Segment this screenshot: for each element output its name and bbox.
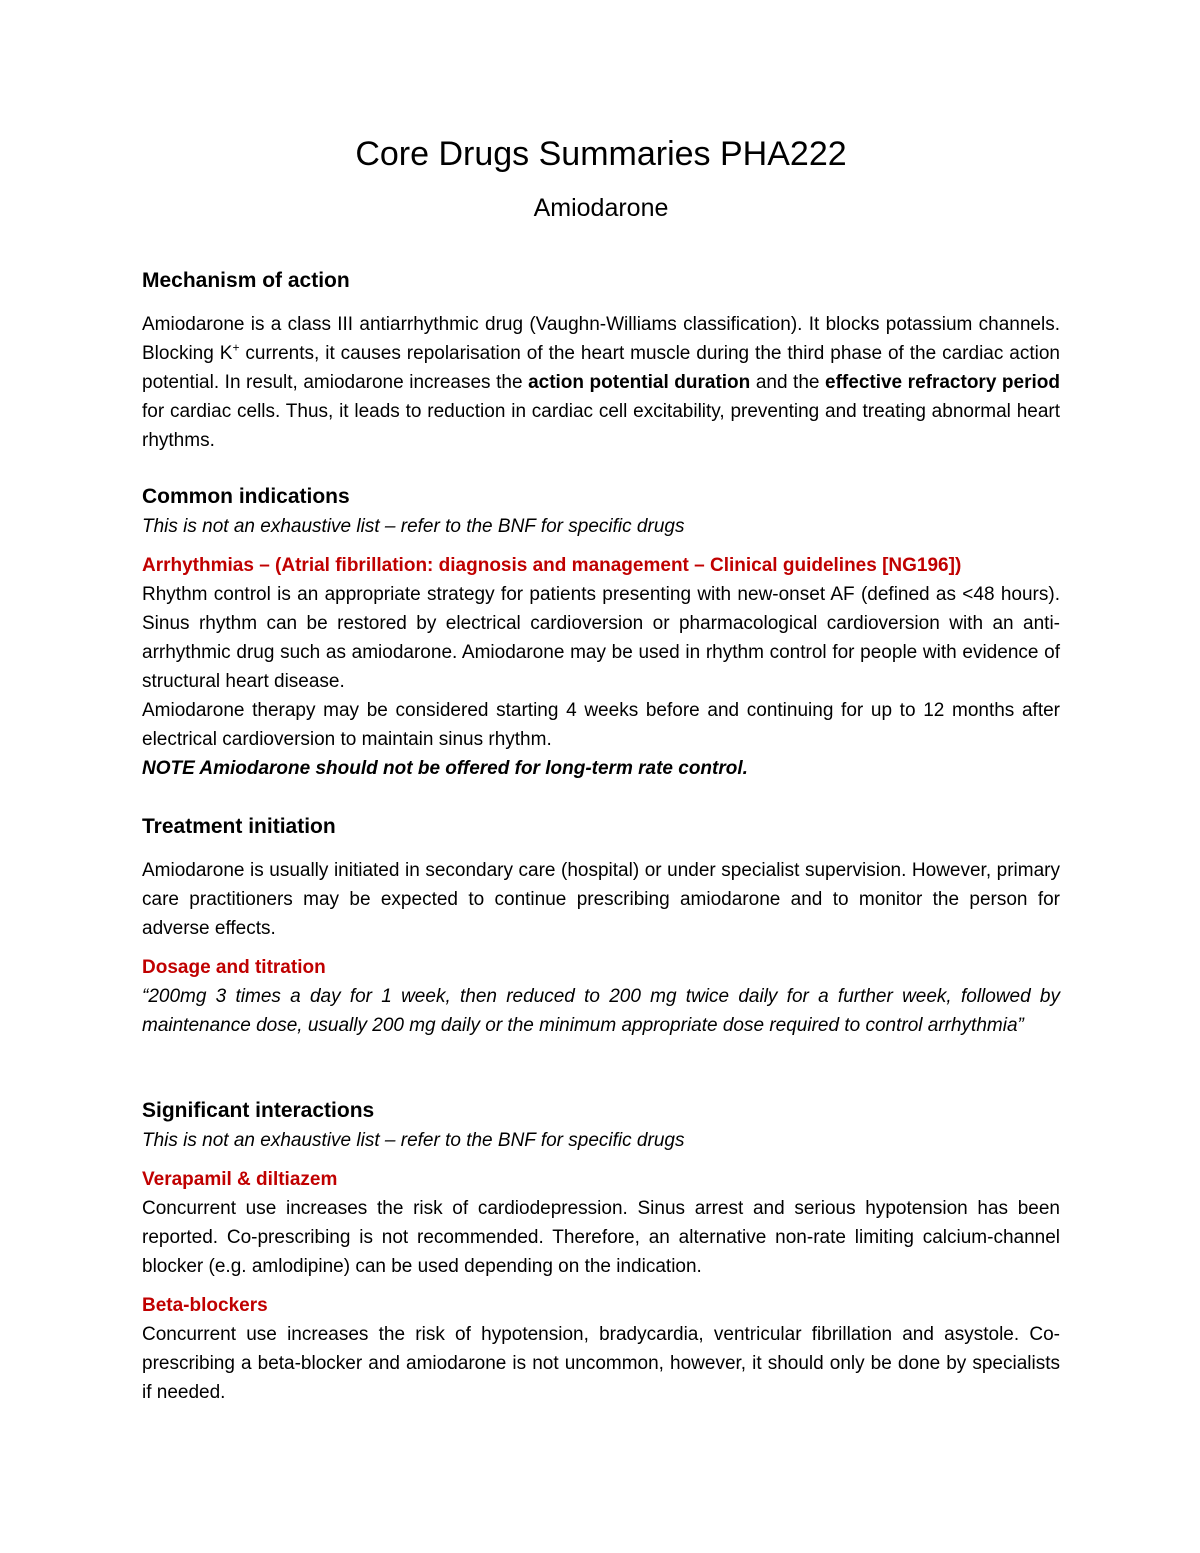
mechanism-paragraph bbox=[142, 310, 1060, 455]
interactions-heading: Significant interactions bbox=[142, 1099, 375, 1122]
beta-blockers-subheading: Beta-blockers bbox=[142, 1295, 268, 1316]
dosage-subheading: Dosage and titration bbox=[142, 957, 326, 978]
document-title: Core Drugs Summaries PHA222 bbox=[355, 135, 847, 173]
section-initiation bbox=[142, 812, 1060, 1040]
indications-paragraph-2: Amiodarone therapy may be considered starting 4 weeks before and continuing for up to 12 months after electrical cardioversion to maintain sinus rhythm. bbox=[142, 700, 1060, 750]
section-indications bbox=[142, 482, 1060, 783]
term-action-potential-duration: action potential duration bbox=[528, 372, 751, 393]
mechanism-text-3: and the bbox=[750, 372, 826, 393]
potassium-superscript: + bbox=[232, 340, 240, 355]
interactions-note: This is not an exhaustive list – refer to the BNF for specific drugs bbox=[142, 1130, 685, 1151]
mechanism-heading: Mechanism of action bbox=[142, 269, 350, 292]
section-mechanism bbox=[142, 266, 1060, 455]
mechanism-text-2: currents, it causes repolarisation of the heart muscle during the third phase of the cardiac action potential. In result, amiodarone increases the bbox=[142, 343, 1060, 393]
dosage-quote: “200mg 3 times a day for 1 week, then reduced to 200 mg twice daily for a further week, followed by maintenance dose, usually 200 mg daily or the minimum appropriate dose required to control arrhythmia” bbox=[142, 986, 1060, 1036]
beta-blockers-paragraph: Concurrent use increases the risk of hypotension, bradycardia, ventricular fibrillation and asystole. Co-prescribing a beta-blocker and amiodarone is not uncommon, however, it should only be done by specialists if needed. bbox=[142, 1324, 1060, 1403]
indications-paragraph-1: Rhythm control is an appropriate strategy for patients presenting with new-onset AF (defined as <48 hours). Sinus rhythm can be restored by electrical cardioversion or pharmacological cardioversion with an anti-arrhythmic drug such as amiodarone. Amiodarone may be used in rhythm control for people with evidence of structural heart disease. bbox=[142, 584, 1060, 692]
document-content bbox=[142, 128, 1060, 1403]
indications-heading: Common indications bbox=[142, 485, 350, 508]
term-effective-refractory-period: effective refractory period bbox=[825, 372, 1060, 393]
verapamil-subheading: Verapamil & diltiazem bbox=[142, 1169, 338, 1190]
drug-name: Amiodarone bbox=[533, 194, 669, 222]
section-interactions bbox=[142, 1096, 1060, 1407]
initiation-heading: Treatment initiation bbox=[142, 815, 336, 838]
mechanism-text-4: for cardiac cells. Thus, it leads to reduction in cardiac cell excitability, preventing and treating abnormal heart rhythms. bbox=[142, 401, 1060, 451]
verapamil-paragraph: Concurrent use increases the risk of cardiodepression. Sinus arrest and serious hypotension has been reported. Co-prescribing is not recommended. Therefore, an alternative non-rate limiting calcium-channel blocker (e.g. amlodipine) can be used depending on the indication. bbox=[142, 1198, 1060, 1277]
initiation-paragraph: Amiodarone is usually initiated in secondary care (hospital) or under specialist supervision. However, primary care practitioners may be expected to continue prescribing amiodarone and to monitor the person for adverse effects. bbox=[142, 860, 1060, 939]
mechanism-text-1: Amiodarone is a class III antiarrhythmic drug (Vaughn-Williams classification). It blocks potassium channels. Blocking K bbox=[142, 314, 1060, 364]
arrhythmias-subheading: Arrhythmias – (Atrial fibrillation: diagnosis and management – Clinical guidelines [NG196]) bbox=[142, 555, 962, 576]
indications-note: This is not an exhaustive list – refer to the BNF for specific drugs bbox=[142, 516, 685, 537]
indications-note-2: NOTE Amiodarone should not be offered for long-term rate control. bbox=[142, 758, 748, 779]
